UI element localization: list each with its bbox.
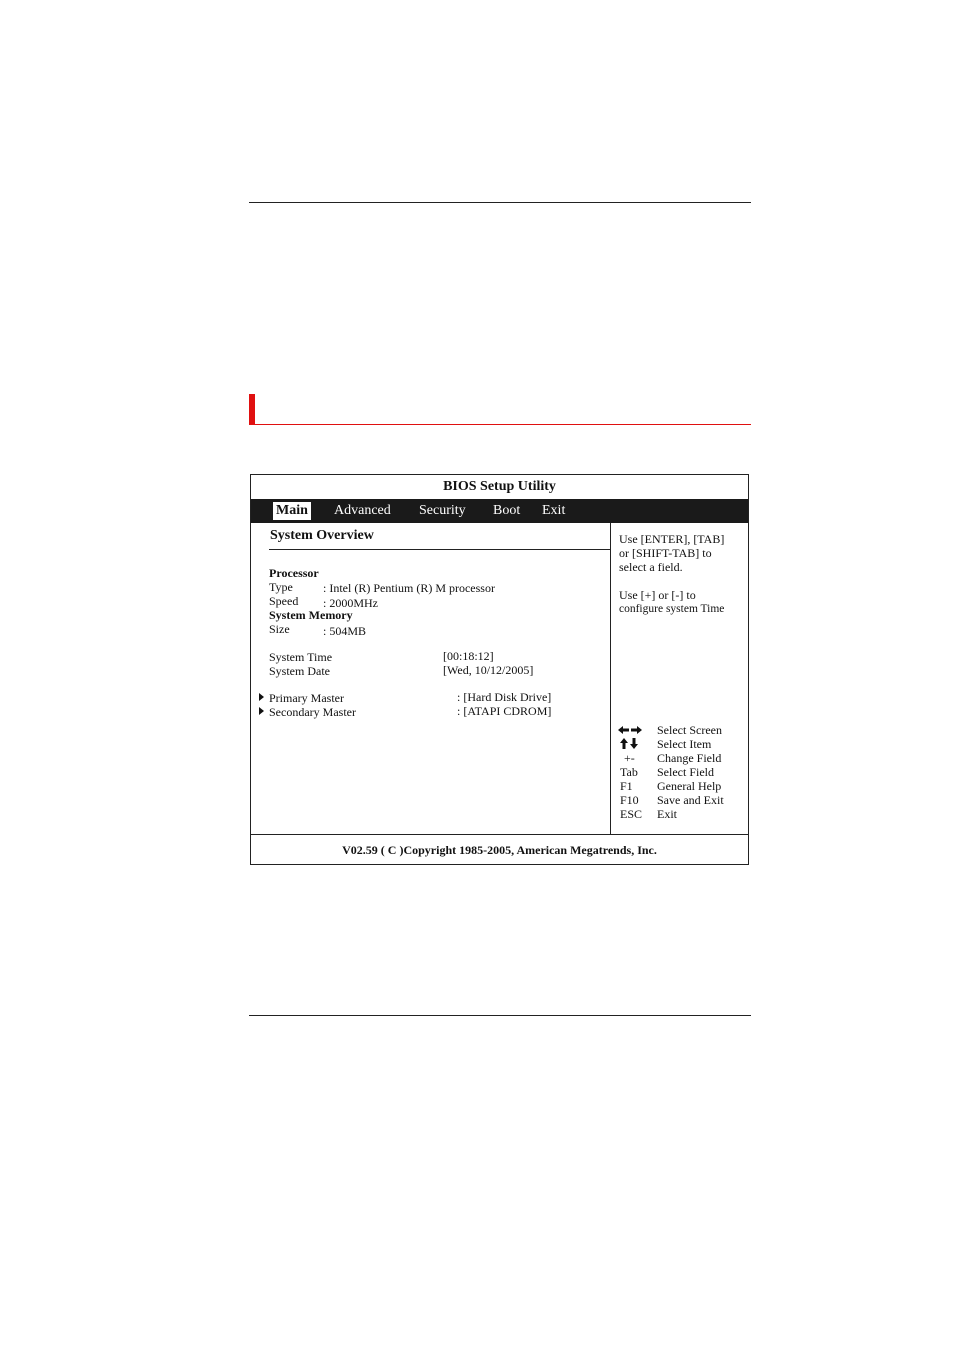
- processor-speed-label: Speed: [269, 594, 299, 608]
- main-pane: [251, 523, 611, 834]
- key-desc: Select Screen: [657, 723, 722, 737]
- processor-heading: Processor: [269, 566, 319, 580]
- key-desc: Change Field: [657, 751, 722, 765]
- key-label: F10: [620, 793, 639, 807]
- key-desc: General Help: [657, 779, 722, 793]
- help-line: configure system Time: [619, 603, 725, 615]
- section-title: System Overview: [270, 528, 374, 543]
- menu-exit[interactable]: Exit: [542, 503, 566, 518]
- system-time-label: System Time: [269, 650, 333, 664]
- system-date-value[interactable]: [Wed, 10/12/2005]: [443, 663, 534, 677]
- menu-advanced[interactable]: Advanced: [334, 503, 391, 518]
- bios-menubar: [251, 499, 748, 523]
- processor-type-label: Type: [269, 580, 293, 594]
- footer-rule: [249, 1015, 751, 1016]
- secondary-master-value: : [ATAPI CDROM]: [457, 704, 552, 718]
- key-label: +-: [624, 751, 635, 765]
- left-right-arrow-icon: [618, 726, 642, 734]
- secondary-master-arrow-icon: [259, 707, 264, 715]
- menu-boot[interactable]: Boot: [493, 503, 521, 518]
- help-line: Use [+] or [-] to: [619, 588, 696, 602]
- memory-size-value: : 504MB: [323, 624, 367, 638]
- help-line: or [SHIFT-TAB] to: [619, 546, 712, 560]
- section-marker: [249, 394, 255, 424]
- help-pane: [612, 523, 748, 834]
- primary-master-arrow-icon: [259, 693, 264, 701]
- system-time-value[interactable]: [00:18:12]: [443, 649, 494, 663]
- help-line: select a field.: [619, 560, 683, 574]
- key-label: ESC: [620, 807, 643, 821]
- up-down-arrow-icon: [620, 738, 638, 749]
- bios-screen: [250, 474, 749, 865]
- key-desc: Select Field: [657, 765, 714, 779]
- key-desc: Select Item: [657, 737, 712, 751]
- memory-heading: System Memory: [269, 608, 353, 622]
- primary-master-label[interactable]: Primary Master: [269, 691, 344, 705]
- memory-size-label: Size: [269, 622, 290, 636]
- menu-security[interactable]: Security: [419, 503, 466, 518]
- menu-main[interactable]: Main: [273, 502, 311, 520]
- primary-master-value: : [Hard Disk Drive]: [457, 690, 552, 704]
- processor-speed-value: : 2000MHz: [323, 596, 378, 610]
- key-desc: Save and Exit: [657, 793, 724, 807]
- header-rule: [249, 202, 751, 203]
- section-underline: [269, 549, 611, 550]
- help-line: Use [ENTER], [TAB]: [619, 532, 725, 546]
- copyright-footer: V02.59 ( C )Copyright 1985-2005, American Megatrends, Inc.: [251, 834, 748, 865]
- section-rule: [249, 424, 751, 425]
- key-label: Tab: [620, 765, 638, 779]
- system-date-label: System Date: [269, 664, 330, 678]
- key-desc: Exit: [657, 807, 677, 821]
- bios-title: BIOS Setup Utility: [443, 479, 556, 494]
- key-label: F1: [620, 779, 633, 793]
- secondary-master-label[interactable]: Secondary Master: [269, 705, 356, 719]
- processor-type-value: : Intel (R) Pentium (R) M processor: [323, 581, 495, 595]
